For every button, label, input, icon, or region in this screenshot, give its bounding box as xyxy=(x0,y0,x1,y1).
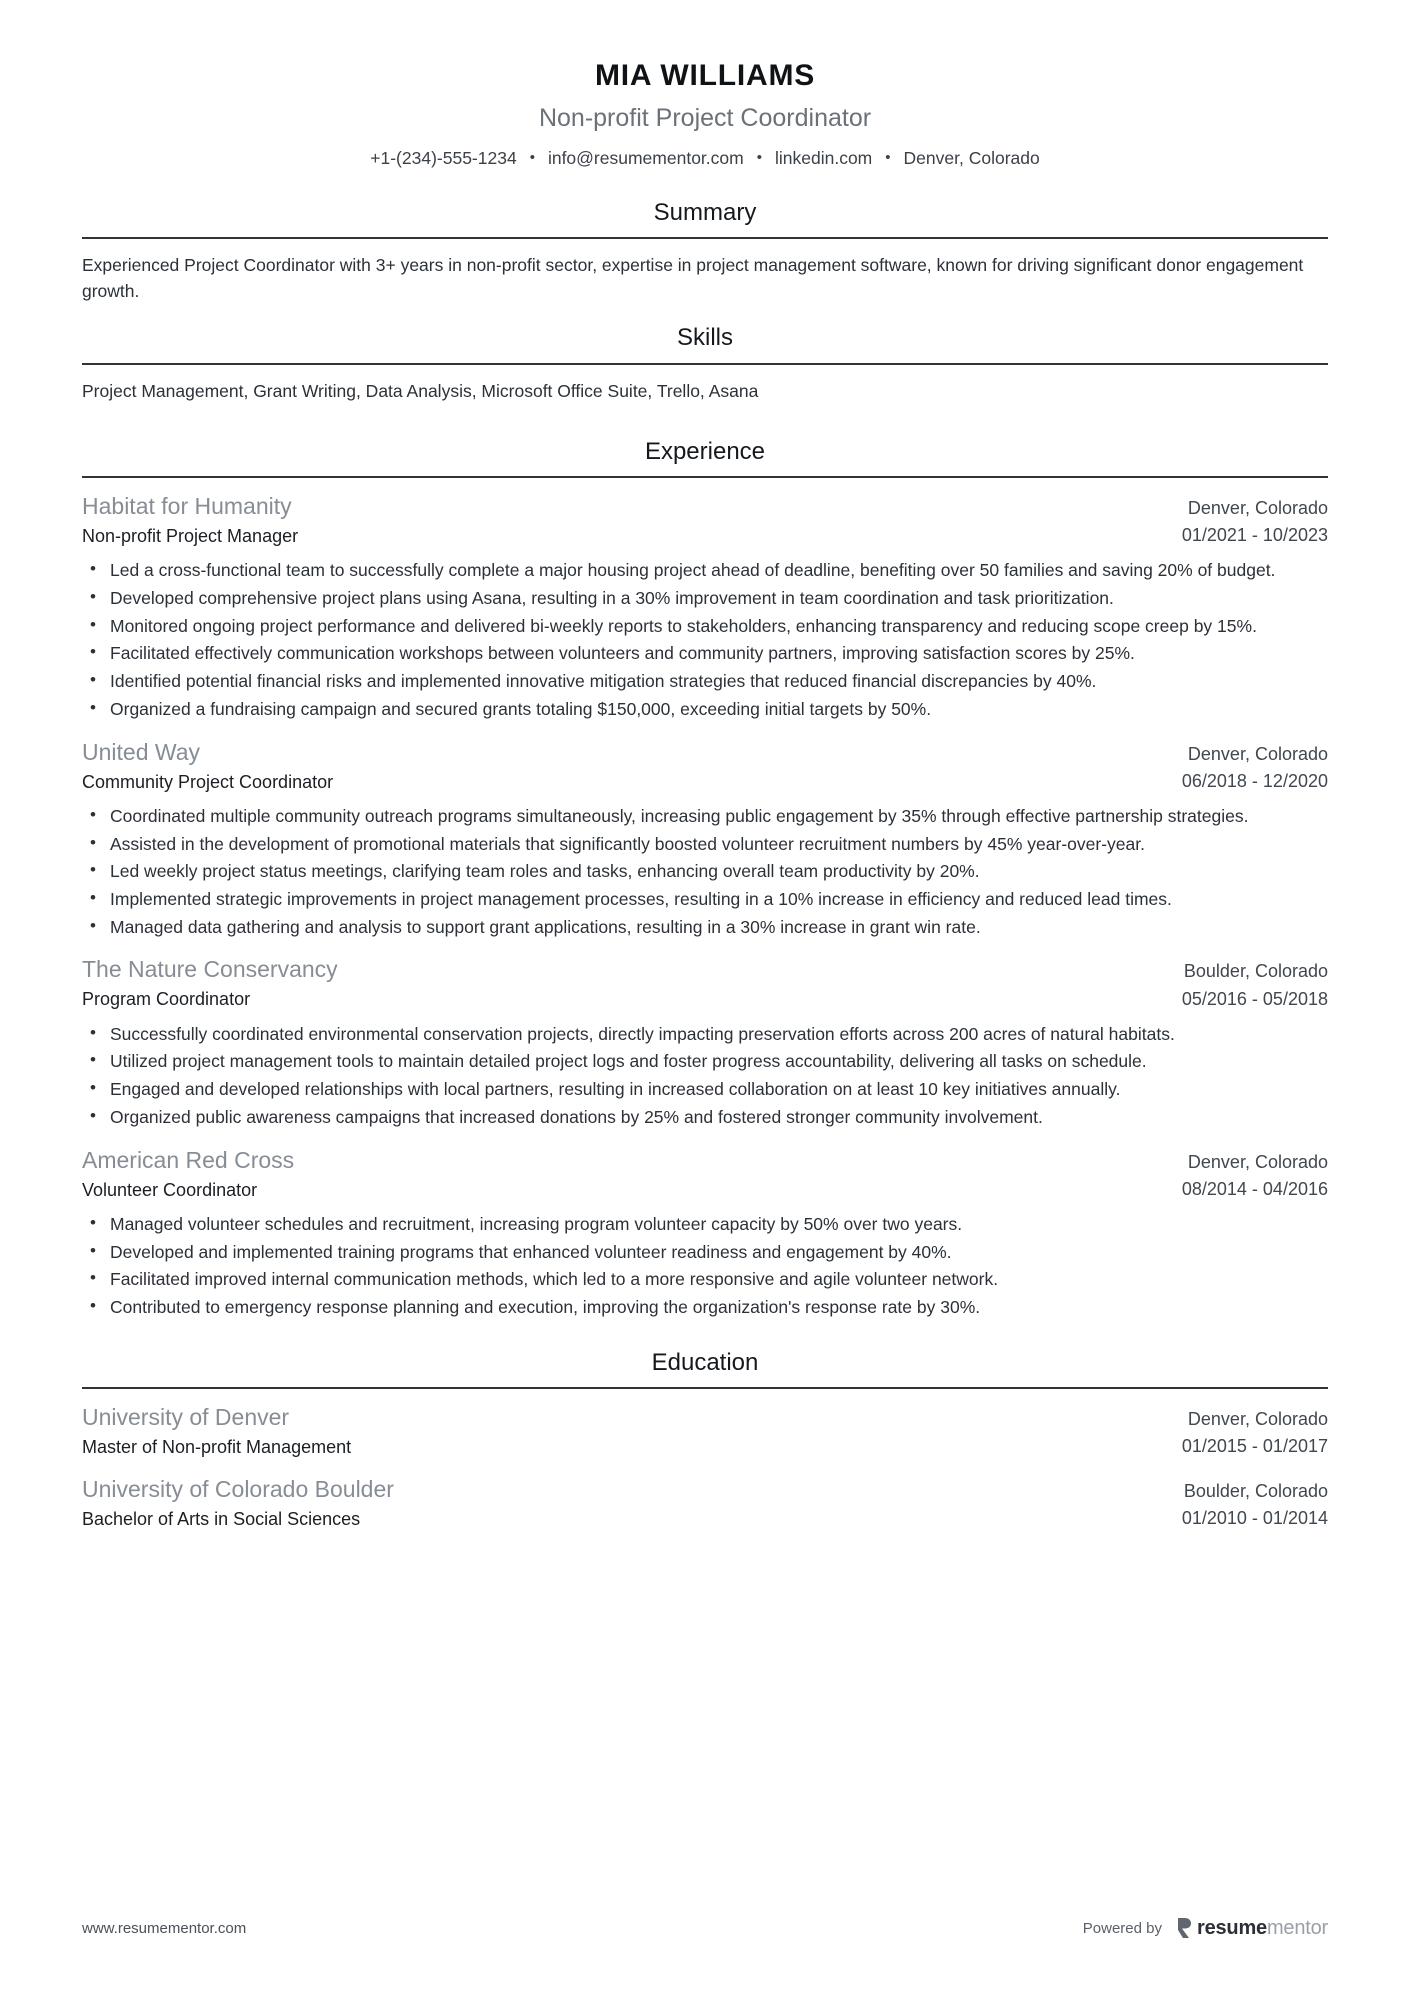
entry-left-column xyxy=(82,737,1162,795)
achievement-item: • Managed volunteer schedules and recruitment, increasing program volunteer capacity by 50% over two years. xyxy=(82,1212,1328,1238)
degree-title: Bachelor of Arts in Social Sciences xyxy=(82,1509,361,1530)
entry-left-column xyxy=(82,954,1162,1012)
entry-header xyxy=(82,954,1328,1012)
school-name: University of Colorado Boulder xyxy=(82,1476,394,1503)
job-role-title: Program Coordinator xyxy=(82,989,251,1010)
experience-entry xyxy=(82,954,1328,1130)
achievement-item: • Led weekly project status meetings, clarifying team roles and tasks, enhancing overall team productivity by 20%. xyxy=(82,859,1328,885)
contact-item[interactable]: linkedin.com xyxy=(774,148,873,169)
achievement-item: • Contributed to emergency response planning and execution, improving the organization's response rate by 30%. xyxy=(82,1295,1328,1321)
employer-name: The Nature Conservancy xyxy=(82,956,338,983)
summary-text: Experienced Project Coordinator with 3+ years in non-profit sector, expertise in project management software, known for driving significant donor engagement growth. xyxy=(82,254,1304,302)
job-role-title: Community Project Coordinator xyxy=(82,771,334,792)
entry-header xyxy=(82,737,1328,795)
achievement-item: • Utilized project management tools to maintain detailed project logs and foster progress accountability, delivering all tasks on schedule. xyxy=(82,1049,1328,1075)
contact-line xyxy=(82,146,1328,171)
entry-right-column xyxy=(1182,1407,1328,1459)
achievement-item: • Monitored ongoing project performance and delivered bi-weekly reports to stakeholders, enhancing transparency and reducing scope creep by 15%. xyxy=(82,614,1328,640)
achievement-item: • Assisted in the development of promotional materials that significantly boosted volunteer recruitment numbers by 45% year-over-year. xyxy=(82,832,1328,858)
section-title-education: Education xyxy=(651,1348,759,1376)
job-location: Denver, Colorado xyxy=(1187,1151,1328,1172)
section-divider xyxy=(82,363,1328,365)
education-entry xyxy=(82,1474,1328,1532)
section-divider xyxy=(82,1387,1328,1389)
job-dates: 05/2016 - 05/2018 xyxy=(1181,988,1328,1009)
contact-separator: • xyxy=(529,149,535,166)
degree-title: Master of Non-profit Management xyxy=(82,1436,352,1457)
section-title-skills: Skills xyxy=(676,324,733,352)
entry-left-column xyxy=(82,1474,1162,1532)
page-footer xyxy=(82,1917,1328,1939)
achievement-item: • Led a cross-functional team to successfully complete a major housing project ahead of deadline, benefiting over 50 families and saving 20% of budget. xyxy=(82,558,1328,584)
employer-name: Habitat for Humanity xyxy=(82,493,292,520)
school-location: Boulder, Colorado xyxy=(1183,1481,1328,1502)
contact-item: +1-(234)-555-1234 xyxy=(370,148,517,169)
achievement-item: • Identified potential financial risks and implemented innovative mitigation strategies that reduced financial discrepancies by 40%. xyxy=(82,669,1328,695)
section-title-experience: Experience xyxy=(644,437,766,465)
achievement-item: • Engaged and developed relationships with local partners, resulting in increased collaboration on at least 10 key initiatives annually. xyxy=(82,1077,1328,1103)
resume-header xyxy=(82,58,1328,171)
experience-entry xyxy=(82,491,1328,723)
brand-name-light: mentor xyxy=(1266,1917,1328,1939)
section-title-summary: Summary xyxy=(653,198,757,226)
contact-separator: • xyxy=(756,149,762,166)
education-entry xyxy=(82,1402,1328,1460)
achievement-item: • Coordinated multiple community outreach programs simultaneously, increasing public engagement by 35% through effective partnership strategies. xyxy=(82,804,1328,830)
entry-right-column xyxy=(1182,959,1328,1011)
section-experience xyxy=(82,436,1328,1323)
achievement-item: • Managed data gathering and analysis to support grant applications, resulting in a 30% increase in grant win rate. xyxy=(82,915,1328,941)
entry-left-column xyxy=(82,1145,1162,1203)
school-name: University of Denver xyxy=(82,1403,290,1430)
achievement-item: • Implemented strategic improvements in project management processes, resulting in a 10% increase in efficiency and reduced lead times. xyxy=(82,887,1328,913)
candidate-job-title: Non-profit Project Coordinator xyxy=(538,104,872,132)
entry-left-column xyxy=(82,491,1162,549)
job-role-title: Volunteer Coordinator xyxy=(82,1179,258,1200)
entry-right-column xyxy=(1182,742,1328,794)
section-skills xyxy=(82,322,1328,417)
section-summary xyxy=(82,197,1328,321)
achievement-item: • Developed comprehensive project plans using Asana, resulting in a 30% improvement in team coordination and task prioritization. xyxy=(82,586,1328,612)
experience-entries xyxy=(82,491,1328,1321)
education-dates: 01/2010 - 01/2014 xyxy=(1181,1508,1328,1529)
entry-right-column xyxy=(1182,496,1328,548)
entry-right-column xyxy=(1182,1150,1328,1202)
contact-separator: • xyxy=(885,149,891,166)
achievement-item: • Facilitated improved internal communication methods, which led to a more responsive and agile volunteer network. xyxy=(82,1267,1328,1293)
achievement-list xyxy=(82,558,1328,722)
contact-item[interactable]: info@resumementor.com xyxy=(547,148,744,169)
resumementor-logo xyxy=(1176,1917,1328,1939)
entry-header xyxy=(82,1474,1328,1532)
footer-url[interactable]: www.resumementor.com xyxy=(82,1919,247,1937)
achievement-item: • Successfully coordinated environmental conservation projects, directly impacting preservation efforts across 200 acres of natural habitats. xyxy=(82,1022,1328,1048)
experience-entry xyxy=(82,737,1328,941)
powered-by-label: Powered by xyxy=(1082,1919,1162,1937)
entry-left-column xyxy=(82,1402,1162,1460)
achievement-list xyxy=(82,804,1328,941)
achievement-list xyxy=(82,1212,1328,1321)
achievement-item: • Organized a fundraising campaign and secured grants totaling $150,000, exceeding initial targets by 50%. xyxy=(82,697,1328,723)
section-divider xyxy=(82,476,1328,478)
employer-name: American Red Cross xyxy=(82,1146,295,1173)
resumementor-mark-icon xyxy=(1176,1917,1192,1939)
education-entries xyxy=(82,1402,1328,1532)
entry-header xyxy=(82,491,1328,549)
entry-right-column xyxy=(1182,1479,1328,1531)
experience-entry xyxy=(82,1145,1328,1321)
section-education xyxy=(82,1347,1328,1533)
footer-branding xyxy=(1083,1917,1328,1939)
achievement-item: • Facilitated effectively communication workshops between volunteers and community partners, improving satisfaction scores by 25%. xyxy=(82,641,1328,667)
job-dates: 08/2014 - 04/2016 xyxy=(1181,1178,1328,1199)
achievement-item: • Developed and implemented training programs that enhanced volunteer readiness and engagement by 40%. xyxy=(82,1240,1328,1266)
job-role-title: Non-profit Project Manager xyxy=(82,526,299,547)
job-dates: 01/2021 - 10/2023 xyxy=(1181,525,1328,546)
job-location: Boulder, Colorado xyxy=(1183,961,1328,982)
entry-header xyxy=(82,1145,1328,1203)
job-dates: 06/2018 - 12/2020 xyxy=(1181,770,1328,791)
entry-header xyxy=(82,1402,1328,1460)
school-location: Denver, Colorado xyxy=(1187,1408,1328,1429)
job-location: Denver, Colorado xyxy=(1187,743,1328,764)
job-location: Denver, Colorado xyxy=(1187,498,1328,519)
skills-list: Project Management, Grant Writing, Data Analysis, Microsoft Office Suite, Trello, Asana xyxy=(82,380,759,401)
candidate-name: MIA WILLIAMS xyxy=(594,59,816,92)
education-dates: 01/2015 - 01/2017 xyxy=(1181,1436,1328,1457)
achievement-item: • Organized public awareness campaigns that increased donations by 25% and fostered stronger community involvement. xyxy=(82,1105,1328,1131)
brand-name-bold: resume xyxy=(1197,1917,1267,1939)
section-divider xyxy=(82,237,1328,239)
contact-item: Denver, Colorado xyxy=(903,148,1040,169)
employer-name: United Way xyxy=(82,738,201,765)
achievement-list xyxy=(82,1022,1328,1131)
